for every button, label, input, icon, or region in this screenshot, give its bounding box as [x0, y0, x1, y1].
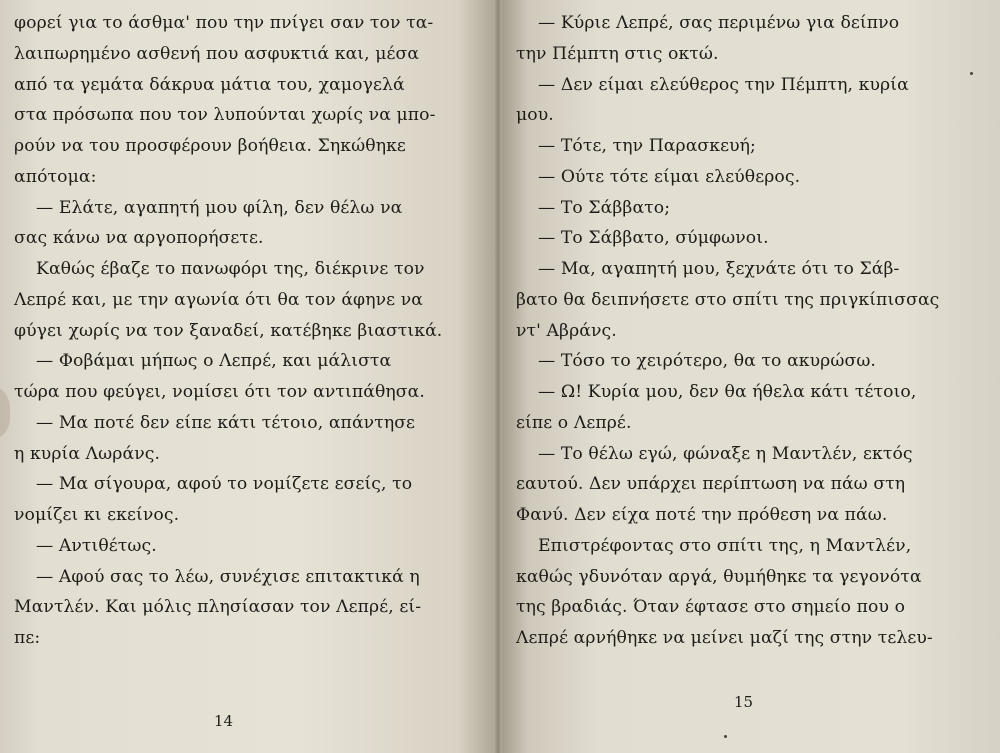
left-page-text: [14, 8, 484, 654]
text-line: — Το Σάββατο, σύμφωνοι.: [538, 228, 769, 249]
text-line: η κυρία Λωράνς.: [14, 443, 161, 464]
left-page: [0, 0, 498, 753]
text-line: την Πέμπτη στις οκτώ.: [516, 43, 719, 64]
text-line: — Ω! Κυρία μου, δεν θα ήθελα κάτι τέτοιο,: [538, 382, 917, 402]
text-line: της βραδιάς. Όταν έφτασε στο σημείο που ο: [516, 597, 906, 618]
text-line: βατο θα δειπνήσετε στο σπίτι της πριγκίπισσας: [516, 289, 940, 310]
text-line: ντ' Αβράνς.: [516, 320, 617, 341]
text-line: Μαντλέν. Και μόλις πλησίασαν τον Λεπρέ, εί-: [14, 597, 422, 618]
paper-speck: [970, 72, 973, 75]
text-line: λαιπωρημένο ασθενή που ασφυκτιά και, μέσα: [14, 43, 420, 64]
text-line: — Τότε, την Παρασκευή;: [538, 136, 756, 156]
text-line: εαυτού. Δεν υπάρχει περίπτωση να πάω στη: [516, 474, 906, 495]
text-line: — Μα, αγαπητή μου, ξεχνάτε ότι το Σάβ-: [538, 259, 900, 279]
text-line: — Αφού σας το λέω, συνέχισε επιτακτικά η: [36, 566, 420, 587]
text-line: — Δεν είμαι ελεύθερος την Πέμπτη, κυρία: [538, 74, 909, 95]
text-line: πε:: [14, 628, 41, 648]
text-line: — Το Σάββατο;: [538, 197, 671, 218]
right-page-text: [516, 8, 976, 654]
text-line: — Ούτε τότε είμαι ελεύθερος.: [538, 166, 801, 187]
text-line: καθώς γδυνόταν αργά, θυμήθηκε τα γεγονότα: [516, 566, 922, 587]
text-line: Φανύ. Δεν είχα ποτέ την πρόθεση να πάω.: [516, 505, 888, 525]
text-line: — Μα ποτέ δεν είπε κάτι τέτοιο, απάντησε: [36, 412, 416, 433]
text-line: Λεπρέ και, με την αγωνία ότι θα τον άφηνε να: [14, 289, 423, 310]
text-line: ρούν να του προσφέρουν βοήθεια. Σηκώθηκε: [14, 136, 406, 156]
text-line: — Τόσο το χειρότερο, θα το ακυρώσω.: [538, 351, 876, 372]
text-line: σας κάνω να αργοπορήσετε.: [14, 228, 264, 249]
text-line: Λεπρέ αρνήθηκε να μείνει μαζί της στην τελευ-: [516, 628, 933, 648]
text-line: Καθώς έβαζε το πανωφόρι της, διέκρινε τον: [36, 259, 425, 279]
text-line: είπε ο Λεπρέ.: [516, 412, 632, 433]
text-line: νομίζει κι εκείνος.: [14, 505, 180, 525]
thumb-shadow: [0, 384, 10, 442]
book-gutter: [494, 0, 502, 753]
text-line: τώρα που φεύγει, νομίσει ότι τον αντιπάθησα.: [14, 382, 425, 402]
text-line: από τα γεμάτα δάκρυα μάτια του, χαμογελά: [14, 74, 405, 95]
right-page-number: 15: [734, 693, 754, 711]
text-line: — Το θέλω εγώ, φώναξε η Μαντλέν, εκτός: [538, 443, 913, 464]
text-line: Επιστρέφοντας στο σπίτι της, η Μαντλέν,: [538, 535, 912, 556]
text-line: — Μα σίγουρα, αφού το νομίζετε εσείς, το: [36, 474, 413, 495]
text-line: φορεί για το άσθμα' που την πνίγει σαν τον τα-: [14, 13, 434, 33]
text-line: — Αντιθέτως.: [36, 535, 157, 556]
paper-speck: [724, 735, 727, 738]
left-page-number: 14: [214, 712, 234, 730]
text-line: στα πρόσωπα που τον λυπούνται χωρίς να μπο-: [14, 105, 436, 126]
text-line: — Ελάτε, αγαπητή μου φίλη, δεν θέλω να: [36, 197, 403, 218]
text-line: — Κύριε Λεπρέ, σας περιμένω για δείπνο: [538, 13, 900, 33]
text-line: απότομα:: [14, 166, 97, 187]
text-line: φύγει χωρίς να τον ξαναδεί, κατέβηκε βιαστικά.: [14, 320, 443, 341]
text-line: — Φοβάμαι μήπως ο Λεπρέ, και μάλιστα: [36, 351, 392, 372]
right-page: [498, 0, 1000, 753]
text-line: μου.: [516, 105, 554, 126]
